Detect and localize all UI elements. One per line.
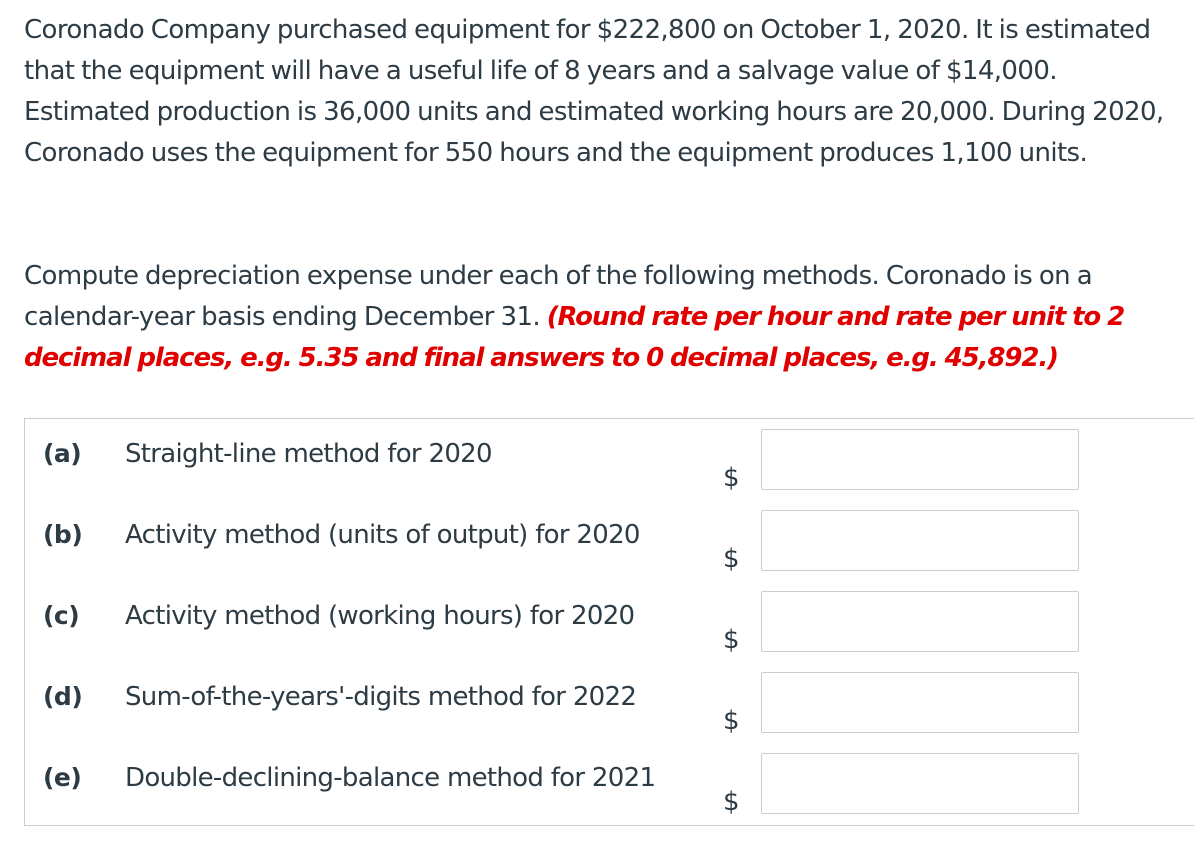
row-label: Double-declining-balance method for 2021 xyxy=(125,763,656,793)
dollar-sign: $ xyxy=(723,787,740,817)
answer-row-d xyxy=(25,662,1194,743)
dollar-sign: $ xyxy=(723,625,740,655)
row-letter: (a) xyxy=(43,439,82,468)
row-label: Activity method (working hours) for 2020 xyxy=(125,601,635,631)
answer-input-b[interactable] xyxy=(761,510,1079,571)
row-label: Straight-line method for 2020 xyxy=(125,439,492,469)
dollar-sign: $ xyxy=(723,706,740,736)
answer-row-b xyxy=(25,500,1194,581)
row-label: Activity method (units of output) for 2020 xyxy=(125,520,640,550)
answer-row-e xyxy=(25,743,1194,824)
answer-row-c xyxy=(25,581,1194,662)
rounding-note: (Round rate per hour and rate per unit to 2 decimal places, e.g. 5.35 and final answers to 0 decimal places, e.g. 45,892.) xyxy=(24,302,1125,373)
row-letter: (e) xyxy=(43,763,82,792)
instructions xyxy=(24,256,1189,379)
row-letter: (b) xyxy=(43,520,83,549)
answer-input-d[interactable] xyxy=(761,672,1079,733)
problem-statement: Coronado Company purchased equipment for $222,800 on October 1, 2020. It is estimated that the equipment will have a useful life of 8 years and a salvage value of $14,000. Estimated production is 36,000 units and estimated working hours are 20,000. During 2020, Coronado uses the equipment for 550 hours and the equipment produces 1,100 units. xyxy=(24,15,1164,168)
dollar-sign: $ xyxy=(723,544,740,574)
dollar-sign: $ xyxy=(723,463,740,493)
answer-input-c[interactable] xyxy=(761,591,1079,652)
row-letter: (d) xyxy=(43,682,83,711)
row-label: Sum-of-the-years'-digits method for 2022 xyxy=(125,682,637,712)
answer-row-a xyxy=(25,419,1194,500)
answer-input-e[interactable] xyxy=(761,753,1079,814)
answer-input-a[interactable] xyxy=(761,429,1079,490)
answer-table xyxy=(24,418,1194,826)
row-letter: (c) xyxy=(43,601,80,630)
instruction-text: Compute depreciation expense under each of the following methods. Coronado is on a calendar-year basis ending December 31. xyxy=(24,261,1093,332)
